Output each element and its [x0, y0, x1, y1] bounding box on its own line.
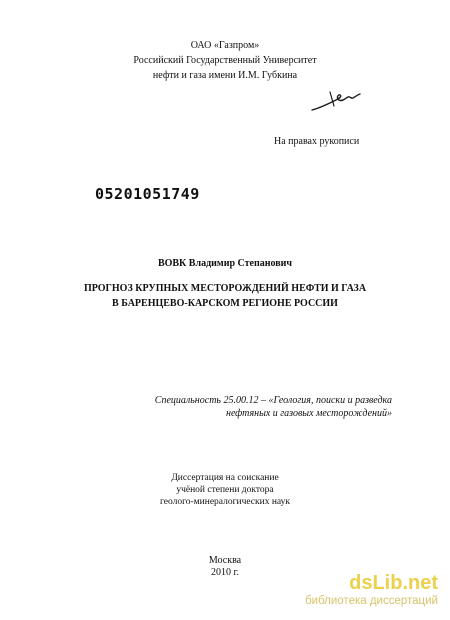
specialty-line-2: нефтяных и газовых месторождений» — [226, 408, 392, 419]
year: 2010 г. — [211, 567, 239, 578]
manuscript-rights-note: На правах рукописи — [274, 136, 360, 147]
degree-line-1: Диссертация на соискание — [171, 473, 279, 483]
title-line-2: В БАРЕНЦЕВО-КАРСКОМ РЕГИОНЕ РОССИИ — [112, 298, 338, 309]
organization-line-2: Российский Государственный Университет — [133, 55, 317, 66]
degree-line-3: геолого-минералогических наук — [159, 497, 291, 507]
city: Москва — [208, 555, 242, 566]
watermark-subtitle: библиотека диссертаций — [305, 595, 438, 607]
specialty-statement — [155, 394, 392, 420]
watermark-name: dsLib.net — [349, 572, 438, 594]
degree-statement — [0, 472, 450, 508]
specialty-line-1: Специальность 25.00.12 – «Геология, поиски и разведка — [154, 395, 392, 406]
author-name: ВОВК Владимир Степанович — [157, 258, 293, 269]
organization-line-1: ОАО «Газпром» — [190, 40, 260, 51]
watermark-logo — [305, 572, 438, 608]
degree-line-2: учёной степени доктора — [176, 485, 274, 495]
inventory-number: 05201051749 — [95, 185, 200, 203]
organization-line-3: нефти и газа имени И.М. Губкина — [152, 70, 298, 81]
organization-header — [0, 38, 450, 83]
title-line-1: ПРОГНОЗ КРУПНЫХ МЕСТОРОЖДЕНИЙ НЕФТИ И ГАЗА — [83, 283, 367, 294]
handwritten-signature — [310, 86, 362, 114]
dissertation-title — [0, 281, 450, 311]
